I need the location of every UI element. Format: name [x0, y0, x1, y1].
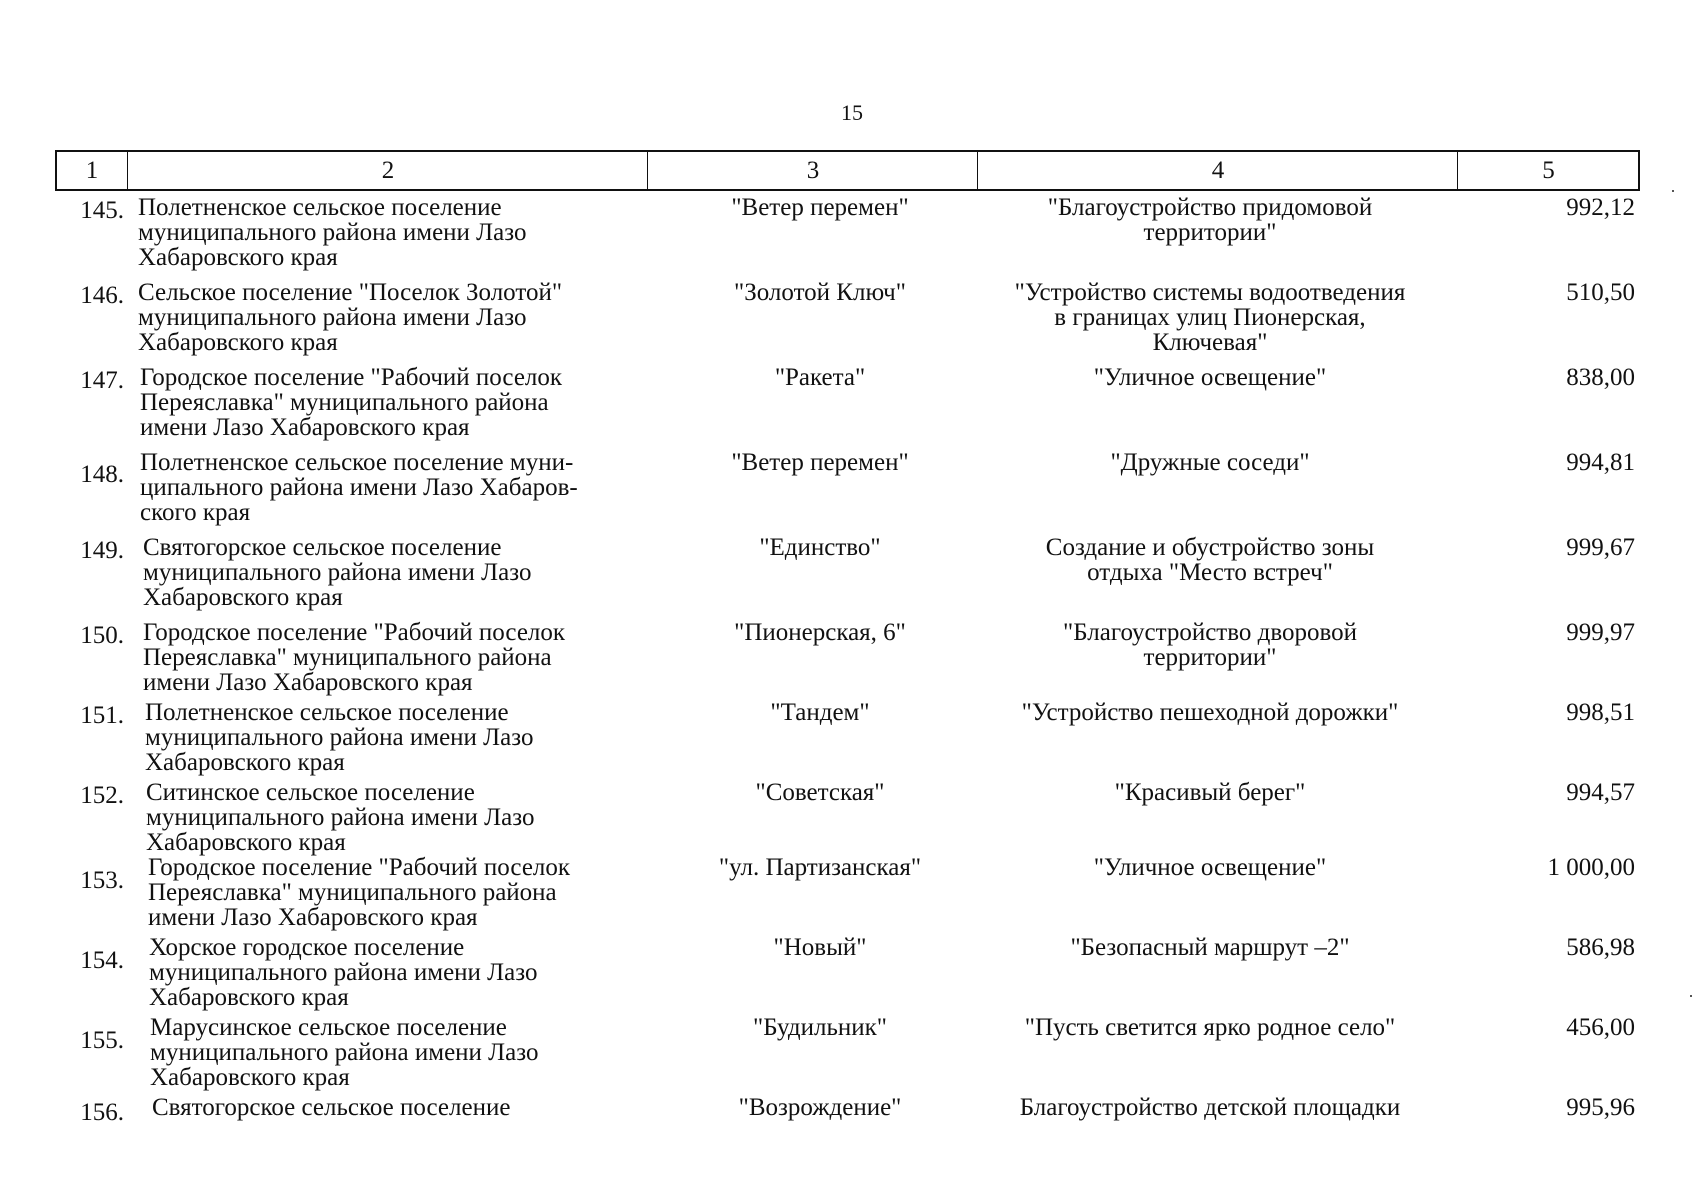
project-name: "Единство" — [759, 534, 881, 561]
settlement-name — [148, 855, 648, 930]
settlement-name — [149, 935, 649, 1010]
project-description — [960, 195, 1460, 245]
project-description — [960, 1095, 1460, 1120]
settlement-name-line: Полетненское сельское поселение — [145, 699, 509, 726]
project-description-line: "Уличное освещение" — [1093, 364, 1327, 391]
project-description-line: "Дружные соседи" — [1110, 449, 1310, 476]
project-description-line: в границах улиц Пионерская, — [1054, 304, 1366, 331]
settlement-name-line: Хабаровского края — [145, 749, 345, 776]
column-header-2: 2 — [127, 152, 648, 189]
column-header-4: 4 — [977, 152, 1458, 189]
project-description — [960, 535, 1460, 585]
project-description-line: "Благоустройство дворовой — [1063, 619, 1357, 646]
project-name: "ул. Партизанская" — [718, 854, 922, 881]
settlement-name-line: Хабаровского края — [149, 984, 349, 1011]
settlement-name-line: муниципального района имени Лазо — [146, 804, 535, 831]
row-number: 151. — [80, 702, 124, 729]
project-description — [960, 620, 1460, 670]
amount: 999,67 — [1566, 534, 1635, 561]
row-number: 147. — [80, 367, 124, 394]
settlement-name-line: Хабаровского края — [150, 1064, 350, 1091]
settlement-name — [143, 620, 643, 695]
settlement-name-line: Городское поселение "Рабочий поселок — [143, 619, 566, 646]
settlement-name-line: Сельское поселение "Поселок Золотой" — [138, 279, 563, 306]
settlement-name-line: Хабаровского края — [143, 584, 343, 611]
column-header-5: 5 — [1457, 152, 1639, 189]
amount: 992,12 — [1566, 194, 1635, 221]
project-description-line: Ключевая" — [1152, 329, 1268, 356]
column-header-1: 1 — [85, 157, 99, 184]
project-description — [960, 855, 1460, 880]
project-description — [960, 935, 1460, 960]
column-header-3: 3 — [647, 152, 978, 189]
project-name: "Будильник" — [753, 1014, 887, 1041]
settlement-name-line: Марусинское сельское поселение — [150, 1014, 507, 1041]
row-number: 155. — [80, 1027, 124, 1054]
project-description-line: "Красивый берег" — [1114, 779, 1306, 806]
settlement-name — [138, 280, 638, 355]
project-name: "Ветер перемен" — [731, 194, 909, 221]
amount: 999,97 — [1566, 619, 1635, 646]
settlement-name-line: ципального района имени Лазо Хабаров- — [140, 474, 578, 501]
row-number: 146. — [80, 282, 124, 309]
amount: 586,98 — [1566, 934, 1635, 961]
settlement-name-line: Хорское городское поселение — [149, 934, 465, 961]
amount: 995,96 — [1566, 1094, 1635, 1121]
project-name: "Возрождение" — [738, 1094, 902, 1121]
row-number: 150. — [80, 622, 124, 649]
settlement-name-line: Святогорское сельское поселение — [152, 1094, 511, 1121]
settlement-name — [140, 365, 640, 440]
settlement-name-line: муниципального района имени Лазо — [150, 1039, 539, 1066]
row-number: 148. — [80, 461, 124, 488]
project-description-line: Создание и обустройство зоны — [1045, 534, 1375, 561]
amount: 998,51 — [1566, 699, 1635, 726]
project-name: "Советская" — [755, 779, 885, 806]
project-name: "Новый" — [773, 934, 867, 961]
amount: 994,57 — [1566, 779, 1635, 806]
project-description-line: территории" — [1143, 644, 1277, 671]
scan-speck — [1672, 190, 1674, 192]
project-name: "Пионерская, 6" — [734, 619, 906, 646]
project-description-line: "Пусть светится ярко родное село" — [1024, 1014, 1396, 1041]
amount: 838,00 — [1566, 364, 1635, 391]
settlement-name-line: Хабаровского края — [146, 829, 346, 856]
settlement-name-line: Полетненское сельское поселение муни- — [140, 449, 574, 476]
project-description — [960, 280, 1460, 355]
settlement-name-line: Городское поселение "Рабочий поселок — [140, 364, 563, 391]
table-header — [55, 150, 1640, 191]
settlement-name-line: Ситинское сельское поселение — [146, 779, 475, 806]
project-description-line: "Устройство пешеходной дорожки" — [1021, 699, 1399, 726]
settlement-name-line: муниципального района имени Лазо — [149, 959, 538, 986]
scan-speck — [1690, 995, 1692, 997]
settlement-name-line: Переяславка" муниципального района — [143, 644, 552, 671]
settlement-name — [152, 1095, 652, 1120]
project-description — [960, 450, 1460, 475]
settlement-name — [145, 700, 645, 775]
settlement-name-line: Полетненское сельское поселение — [138, 194, 502, 221]
settlement-name-line: имени Лазо Хабаровского края — [143, 669, 473, 696]
project-description-line: Благоустройство детской площадки — [1019, 1094, 1401, 1121]
settlement-name-line: муниципального района имени Лазо — [145, 724, 534, 751]
settlement-name-line: ского края — [140, 499, 251, 526]
project-name: "Ракета" — [774, 364, 866, 391]
project-description — [960, 780, 1460, 805]
project-description-line: "Безопасный маршрут –2" — [1070, 934, 1350, 961]
settlement-name-line: муниципального района имени Лазо — [138, 219, 527, 246]
project-description — [960, 365, 1460, 390]
project-name: "Золотой Ключ" — [734, 279, 906, 306]
row-number: 156. — [80, 1099, 124, 1126]
settlement-name — [143, 535, 643, 610]
settlement-name — [146, 780, 646, 855]
project-name: "Тандем" — [770, 699, 870, 726]
row-number: 149. — [80, 537, 124, 564]
settlement-name-line: Переяславка" муниципального района — [148, 879, 557, 906]
settlement-name-line: имени Лазо Хабаровского края — [140, 414, 470, 441]
settlement-name — [138, 195, 638, 270]
settlement-name-line: Переяславка" муниципального района — [140, 389, 549, 416]
amount: 510,50 — [1566, 279, 1635, 306]
settlement-name-line: муниципального района имени Лазо — [138, 304, 527, 331]
row-number: 152. — [80, 782, 124, 809]
project-description-line: "Устройство системы водоотведения — [1014, 279, 1406, 306]
project-description-line: территории" — [1143, 219, 1277, 246]
project-name: "Ветер перемен" — [731, 449, 909, 476]
project-description-line: отдыха "Место встреч" — [1087, 559, 1333, 586]
settlement-name-line: Хабаровского края — [138, 329, 338, 356]
project-description — [960, 1015, 1460, 1040]
row-number: 145. — [80, 197, 124, 224]
settlement-name-line: Городское поселение "Рабочий поселок — [148, 854, 571, 881]
amount: 1 000,00 — [1547, 854, 1635, 881]
settlement-name — [150, 1015, 650, 1090]
row-number: 154. — [80, 947, 124, 974]
settlement-name-line: муниципального района имени Лазо — [143, 559, 532, 586]
amount: 456,00 — [1566, 1014, 1635, 1041]
amount: 994,81 — [1566, 449, 1635, 476]
settlement-name — [140, 450, 640, 525]
settlement-name-line: Хабаровского края — [138, 244, 338, 271]
project-description — [960, 700, 1460, 725]
project-description-line: "Благоустройство придомовой — [1047, 194, 1373, 221]
settlement-name-line: Святогорское сельское поселение — [143, 534, 502, 561]
settlement-name-line: имени Лазо Хабаровского края — [148, 904, 478, 931]
page-number: 15 — [841, 100, 863, 125]
project-description-line: "Уличное освещение" — [1093, 854, 1327, 881]
row-number: 153. — [80, 867, 124, 894]
